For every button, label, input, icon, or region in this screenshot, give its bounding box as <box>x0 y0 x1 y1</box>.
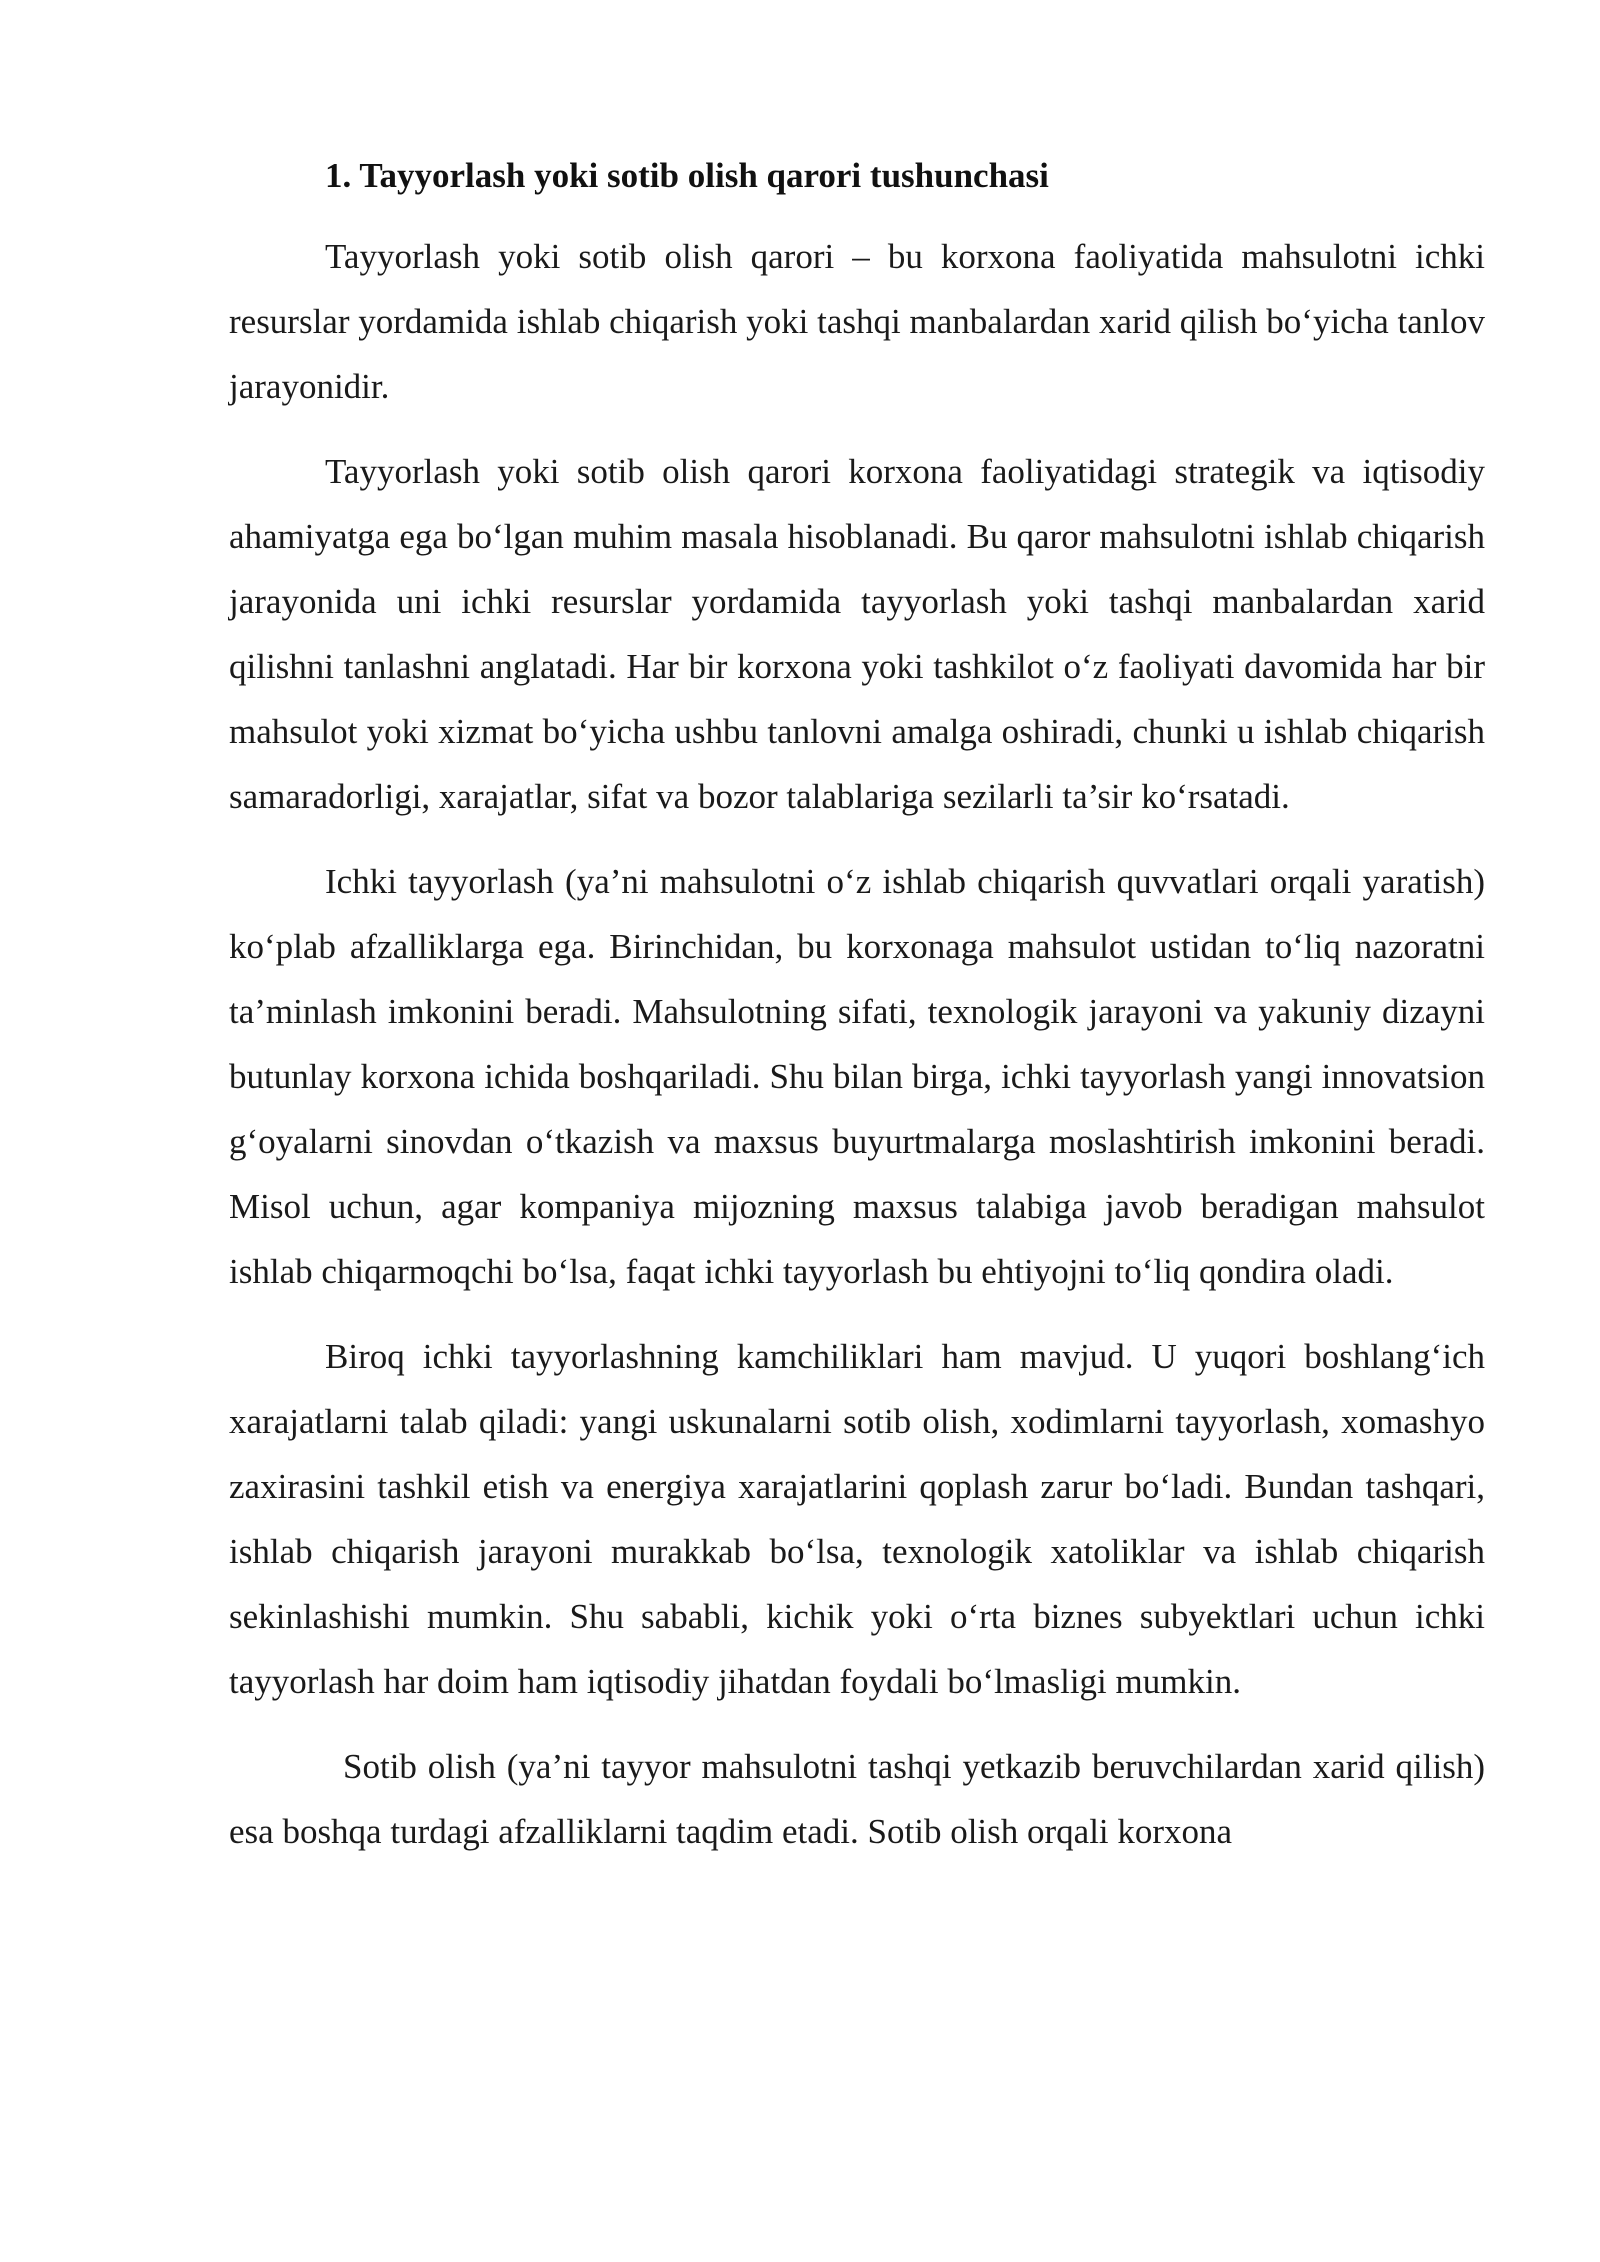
section-heading: 1. Tayyorlash yoki sotib olish qarori tushunchasi <box>325 156 1049 195</box>
document-body <box>229 150 1485 1884</box>
paragraph-strategic-importance: Tayyorlash yoki sotib olish qarori korxona faoliyatidagi strategik va iqtisodiy ahamiyatga ega bo‘lgan muhim masala hisoblanadi. Bu qaror mahsulotni ishlab chiqarish jarayonida uni ichki resurslar yordamida tayyorlash yoki tashqi manbalardan xarid qilishni tanlashni anglatadi. Har bir korxona yoki tashkilot o‘z faoliyati davomida har bir mahsulot yoki xizmat bo‘yicha ushbu tanlovni amalga oshiradi, chunki u ishlab chiqarish samaradorligi, xarajatlar, sifat va bozor talablariga sezilarli ta’sir ko‘rsatadi. <box>229 452 1485 816</box>
paragraph-internal-advantages: Ichki tayyorlash (ya’ni mahsulotni o‘z ishlab chiqarish quvvatlari orqali yaratish) ko‘plab afzalliklarga ega. Birinchidan, bu korxonaga mahsulot ustidan to‘liq nazoratni ta’minlash imkonini beradi. Mahsulotning sifati, texnologik jarayoni va yakuniy dizayni butunlay korxona ichida boshqariladi. Shu bilan birga, ichki tayyorlash yangi innovatsion g‘oyalarni sinovdan o‘tkazish va maxsus buyurtmalarga moslashtirish imkonini beradi. Misol uchun, agar kompaniya mijozning maxsus talabiga javob beradigan mahsulot ishlab chiqarmoqchi bo‘lsa, faqat ichki tayyorlash bu ehtiyojni to‘liq qondira oladi. <box>229 862 1485 1291</box>
paragraph-purchasing: Sotib olish (ya’ni tayyor mahsulotni tashqi yetkazib beruvchilardan xarid qilish) esa boshqa turdagi afzalliklarni taqdim etadi. Sotib olish orqali korxona <box>229 1747 1485 1851</box>
paragraph-internal-drawbacks: Biroq ichki tayyorlashning kamchiliklari ham mavjud. U yuqori boshlang‘ich xarajatlarni talab qiladi: yangi uskunalarni sotib olish, xodimlarni tayyorlash, xomashyo zaxirasini tashkil etish va energiya xarajatlarini qoplash zarur bo‘ladi. Bundan tashqari, ishlab chiqarish jarayoni murakkab bo‘lsa, texnologik xatoliklar va ishlab chiqarish sekinlashishi mumkin. Shu sababli, kichik yoki o‘rta biznes subyektlari uchun ichki tayyorlash har doim ham iqtisodiy jihatdan foydali bo‘lmasligi mumkin. <box>229 1337 1485 1701</box>
paragraph-definition: Tayyorlash yoki sotib olish qarori – bu korxona faoliyatida mahsulotni ichki resurslar yordamida ishlab chiqarish yoki tashqi manbalardan xarid qilish bo‘yicha tanlov jarayonidir. <box>229 237 1485 406</box>
